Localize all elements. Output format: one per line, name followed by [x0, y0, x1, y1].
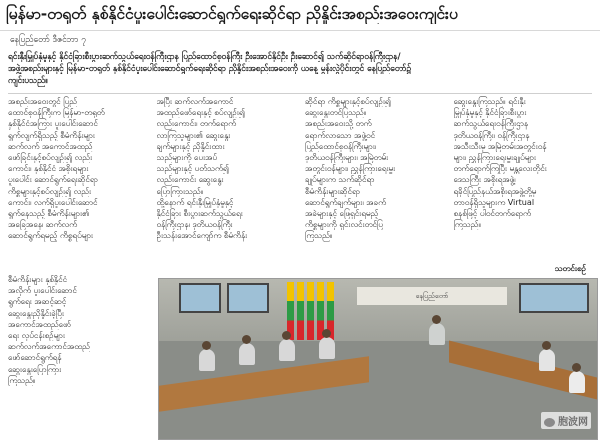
text-line: လည်းကောင်း၊ တက်ရောက် — [156, 118, 237, 129]
text-line: အတွင်းဝန်များ၊ ညွှန်ကြားရေးမှူး — [305, 163, 396, 174]
text-line: လည်းကောင်း ဆွေးနွေး — [156, 174, 224, 185]
attendee — [199, 349, 215, 371]
byline-credit: သတင်းစဉ် — [554, 263, 586, 273]
flag-icon — [307, 282, 314, 340]
column-4 — [454, 96, 595, 276]
text-line: ရောက်လာသော အဖွဲ့ဝင် — [305, 129, 376, 140]
text-line: အထည်ဖော်ရေးနှင့် စပ်လျဉ်း၍ — [156, 107, 245, 118]
text-line: ဒုတိယဝန်ကြီးများ၊ အမြဲတမ်း — [305, 152, 389, 163]
text-line: ကြသည်။ — [305, 230, 333, 241]
text-line: ဆွေးနွေးပြောကြား — [8, 363, 62, 374]
text-line: ဆွေးနွေးတင်ပြသည်။ — [305, 107, 367, 118]
text-line: အခဲများနှင့် ဖြေရှင်းရမည့် — [305, 208, 379, 219]
text-line: ဒုတိယဝန်ကြီး၊ ဝန်ကြီးဌာန — [453, 129, 530, 140]
attendee-head — [282, 331, 291, 340]
lead-line: အဖွဲ့အစည်းများနှင့် မြန်မာ-တရုတ် နှစ်နိုင်ငံပူးပေါင်းဆောင်ရွက်ရေးဆိုင်ရာ ညှိနှိုင်းအစည်းအဝေးကို ယနေ့ မွန်းလွဲပိုင်းတွင် နေပြည်တော်၌ — [8, 63, 412, 74]
attendee-head — [572, 363, 581, 372]
column-3 — [305, 96, 446, 276]
text-line: ကိစ္စများကို ရှင်းလင်းတင်ပြ — [305, 219, 383, 230]
text-line: ကြသည်။ — [453, 219, 481, 230]
attendee — [319, 337, 335, 359]
attendee — [279, 339, 295, 361]
divider — [0, 30, 600, 31]
text-line: ဖော်ဆောင်ရွက်ရန် — [8, 352, 62, 363]
text-line: ဦးသန်းအောင်ကျော်က စီမံကိန်း — [156, 230, 248, 241]
display-screen — [227, 283, 269, 313]
attendee-head — [432, 315, 441, 324]
text-line: သည်များနှင့် ပတ်သက်၍ — [156, 163, 229, 174]
text-line: အစည်းအဝေးသို့ တက် — [305, 118, 372, 129]
text-line: စီမံကိန်းများဆိုင်ရာ — [305, 185, 360, 196]
text-line: ဆက်လက်အကောင်အထည် — [8, 341, 90, 352]
text-line: အကောင်အထည်ဖော် — [8, 318, 71, 329]
text-line: ရွက်ရေး အဆင့်ဆင့် — [8, 296, 67, 307]
text-line: ပြည်ထောင်စုဝန်ကြီးများ၊ — [305, 140, 377, 151]
attendee-head — [242, 335, 251, 344]
dateline: နေပြည်တော် ဒီဇင်ဘာ ၇ — [10, 35, 86, 45]
text-line: ရွက်နေသည့် စီမံကိန်းများ၏ — [8, 208, 90, 219]
text-line: အခြေအနေ၊ ဆက်လက် — [8, 219, 78, 230]
left-column-continuation — [8, 274, 156, 386]
divider — [8, 93, 592, 94]
attendee-head — [202, 341, 211, 350]
text-line: ကောင်း၊ လက်ရှိပူးပေါင်းဆောင် — [8, 196, 98, 207]
text-line: ပူးပေါင်း ဆောင်ရွက်ရေးဆိုင်ရာ — [8, 174, 98, 185]
attendee — [569, 371, 585, 393]
lead-paragraph — [8, 50, 594, 87]
column-2 — [157, 96, 298, 276]
wechat-icon — [544, 418, 555, 427]
attendee-head — [322, 329, 331, 338]
text-line: စီမံကိန်းများ နှစ်နိုင်ငံ — [8, 274, 68, 284]
flag-icon — [297, 282, 304, 340]
text-line: ကိစ္စများနှင့်စပ်လျဉ်း၍ လည်း — [8, 185, 92, 196]
text-line: တာဝန်ရှိသူများက Virtual — [453, 196, 535, 207]
text-line: များ၊ ညွှန်ကြားရေးမှူးချုပ်များ — [453, 152, 536, 163]
attendee — [239, 343, 255, 365]
photo-banner: နေပြည်တော် — [357, 287, 507, 305]
text-line: ဆွေးနွေးညှိနှိုင်းခဲ့ပြီး — [8, 307, 64, 318]
text-line: ဒေသကြီး အစိုးရအဖွဲ့၊ — [453, 174, 516, 185]
attendee — [429, 323, 445, 345]
text-line: လာကြသူများ၏ ဆွေးနွေး — [156, 129, 231, 140]
text-line: ဆက်လက် အကောင်အထည် — [8, 140, 93, 151]
lead-line: ရင်းနှီးမြှုပ်နှံမှုနှင့် နိုင်ငံခြားစီးပွားဆက်သွယ်ရေးဝန်ကြီးဌာန ပြည်ထောင်စုဝန်ကြီး ဦးအောင်နိုင်ဦး ဦးဆောင်၍ သက်ဆိုင်ရာဝန်ကြီးဌာန/ — [8, 51, 401, 61]
text-line: နှစ်နိုင်ငံအကြား ပူးပေါင်းဆောင် — [8, 118, 98, 129]
text-line: ထို့နောက် ရင်းနှီးမြှုပ်နှံမှုနှင့် — [156, 196, 234, 207]
text-line: ဆွေးနွေးကြသည်။ ရင်းနှီး — [453, 96, 526, 106]
text-line: ဆက်သွယ်ရေးဝန်ကြီးဌာန — [453, 118, 529, 129]
lead-line: ကျင်းပသည်။ — [8, 75, 48, 86]
text-line: အပြီး ဆက်လက်အကောင် — [156, 96, 234, 106]
text-line: ဆိုင်ရာ ကိစ္စများနှင့်စပ်လျဉ်း၍ — [305, 96, 391, 106]
attendee — [539, 349, 555, 371]
column-1 — [8, 96, 149, 276]
text-line: နိုင်ငံခြား စီးပွားဆက်သွယ်ရေး — [156, 208, 243, 219]
headline: မြန်မာ-တရုတ် နှစ်နိုင်ငံပူးပေါင်းဆောင်ရွက်ရေးဆိုင်ရာ ညှိနှိုင်းအစည်းအဝေးကျင်းပ — [6, 5, 458, 23]
watermark-text: 胞波网 — [558, 417, 588, 428]
watermark — [541, 412, 591, 429]
text-line: မြှုပ်နှံမှုနှင့် နိုင်ငံခြားစီးပွား — [453, 107, 527, 118]
text-line: ကြသည်။ — [8, 374, 36, 385]
article-columns — [8, 96, 594, 276]
text-line: ရွက်လျက်ရှိသည့် စီမံကိန်းများ — [8, 129, 95, 140]
text-line: ဖော်ခြင်းနှင့်စပ်လျဉ်း၍ လည်း — [8, 152, 93, 163]
text-line: ရခိုင်ပြည်နယ်အစိုးရအဖွဲ့တို့မှ — [453, 185, 537, 196]
text-line: ချုပ်များက သက်ဆိုင်ရာ — [305, 174, 375, 185]
text-line: ထောင်စုဝန်ကြီးက မြန်မာ-တရုတ် — [8, 107, 105, 118]
text-line: ရေး လုပ်ငန်းစဉ်များ — [8, 330, 65, 341]
text-line: ဝန်ကြီးဌာန၊ ဒုတိယဝန်ကြီး — [156, 219, 233, 230]
text-line: ပြောကြားသည်။ — [156, 185, 204, 196]
display-screen — [179, 283, 221, 313]
attendee-head — [542, 341, 551, 350]
text-line: တက်ရောက်ကြပြီး မန္တလေးတိုင်း — [453, 163, 547, 174]
text-line: ဆောင်ရွက်ရမည့် ကိစ္စရပ်များ — [8, 230, 93, 241]
meeting-photo — [158, 278, 598, 440]
text-line: စနစ်ဖြင့် ပါဝင်တက်ရောက် — [453, 208, 531, 219]
display-screen — [519, 283, 589, 313]
text-line: ချက်များနှင့် ညှိနှိုင်းထား — [156, 140, 225, 151]
text-line: ဆောင်ရွက်ချက်များ၊ အခက် — [305, 196, 387, 207]
text-line: အလိုက် ပူးပေါင်းဆောင် — [8, 285, 77, 296]
text-line: ကောင်း၊ နှစ်နိုင်ငံ အစိုးရများ — [8, 163, 89, 174]
text-line: အစည်းအဝေးတွင် ပြည် — [8, 96, 78, 106]
text-line: သည်များကို ပေးအပ် — [156, 152, 218, 163]
text-line: အသီးသီးမှ အမြဲတမ်းအတွင်းဝန် — [453, 140, 547, 151]
